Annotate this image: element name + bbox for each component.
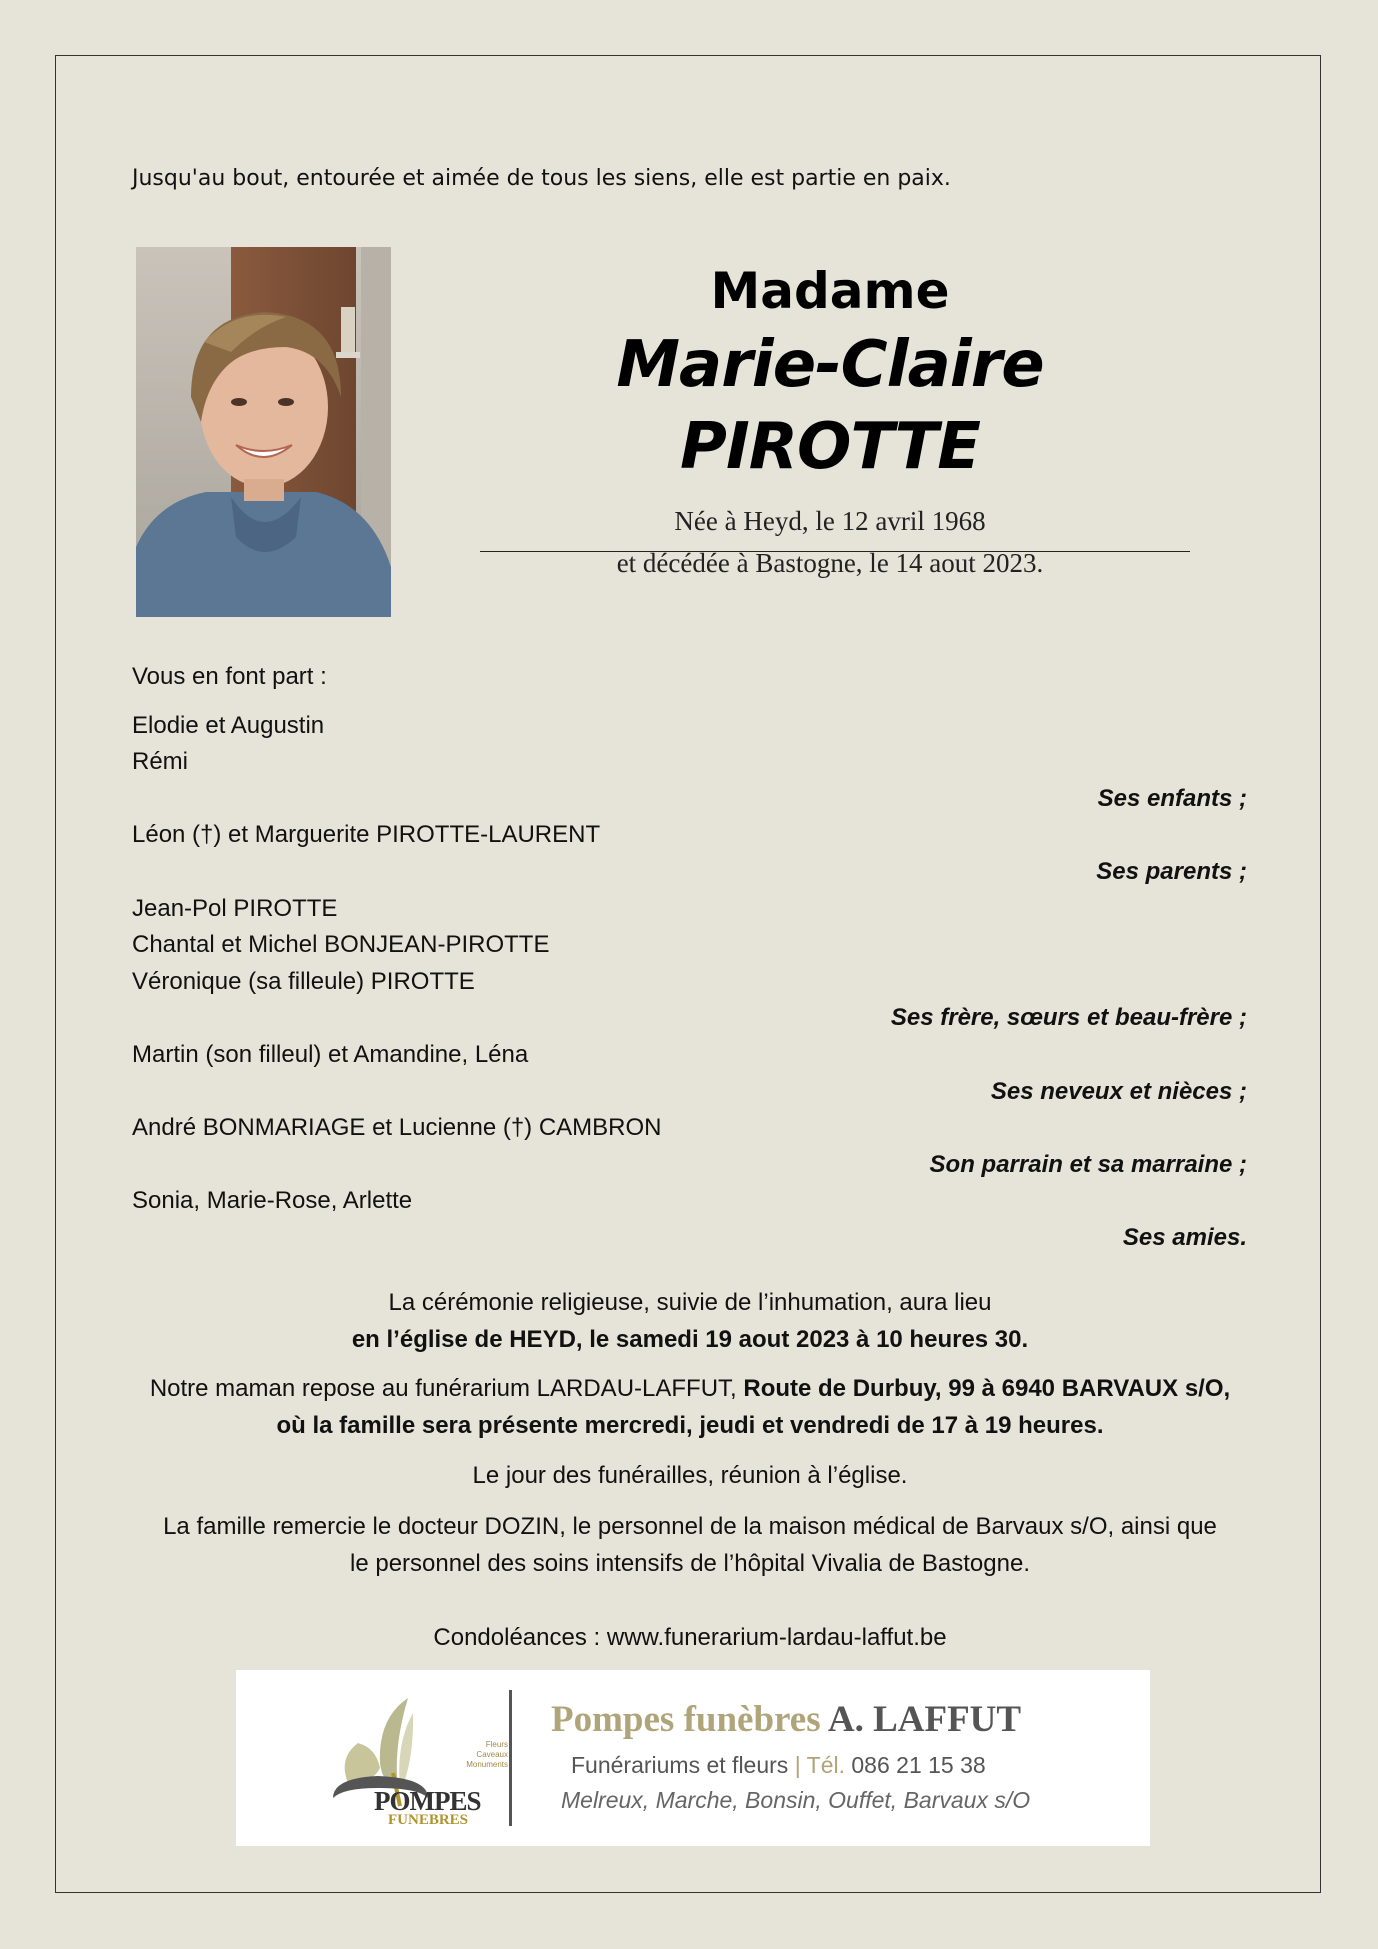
family-name: Sonia, Marie-Rose, Arlette bbox=[132, 1187, 413, 1215]
funeral-home-name: Pompes funèbres A. LAFFUT bbox=[551, 1699, 1022, 1740]
life-dates bbox=[470, 500, 1190, 584]
deceased-header bbox=[470, 258, 1190, 584]
visiting-hours: où la famille sera présente mercredi, jeudi et vendredi de 17 à 19 heures. bbox=[276, 1411, 1104, 1439]
family-intro: Vous en font part : bbox=[132, 663, 327, 690]
funeral-home-banner bbox=[236, 1670, 1150, 1846]
thanks-line: le personnel des soins intensifs de l’hôpital Vivalia de Bastogne. bbox=[350, 1549, 1030, 1577]
ceremony-details: en l’église de HEYD, le samedi 19 aout 2023 à 10 heures 30. bbox=[351, 1325, 1029, 1353]
family-name: Chantal et Michel BONJEAN-PIROTTE bbox=[132, 931, 550, 959]
family-relation: Ses frère, sœurs et beau-frère ; bbox=[890, 1004, 1247, 1032]
family-list bbox=[132, 659, 1247, 1257]
death-line: et décédée à Bastogne, le 14 aout 2023. bbox=[616, 548, 1044, 578]
repose-address: Route de Durbuy, 99 à 6940 BARVAUX s/O, bbox=[743, 1375, 1231, 1402]
funeral-home-services: Funérariums et fleurs | Tél. 086 21 15 38 bbox=[571, 1752, 986, 1778]
funeral-home-logo bbox=[318, 1688, 508, 1830]
family-name: Elodie et Augustin bbox=[132, 711, 325, 739]
condolences-link[interactable]: Condoléances : www.funerarium-lardau-laffut.be bbox=[433, 1624, 947, 1651]
deceased-name: Marie-Claire PIROTTE bbox=[616, 328, 1044, 484]
family-name: Léon (†) et Marguerite PIROTTE-LAURENT bbox=[132, 821, 601, 849]
family-relation: Ses neveux et nièces ; bbox=[990, 1077, 1247, 1105]
repose-line bbox=[120, 1371, 1260, 1408]
family-relation: Ses enfants ; bbox=[1097, 784, 1247, 812]
honorific: Madame bbox=[710, 262, 950, 320]
opening-quote: Jusqu'au bout, entourée et aimée de tous les siens, elle est partie en paix. bbox=[132, 166, 951, 191]
family-name: Martin (son filleul) et Amandine, Léna bbox=[132, 1040, 529, 1068]
logo-word-secondary: FUNEBRES bbox=[388, 1812, 469, 1828]
ceremony-line: La cérémonie religieuse, suivie de l’inhumation, aura lieu bbox=[388, 1289, 992, 1316]
thanks-line: La famille remercie le docteur DOZIN, le personnel de la maison médical de Barvaux s/O, ainsi que bbox=[163, 1513, 1217, 1540]
logo-tags: Fleurs Caveaux Monuments bbox=[466, 1740, 508, 1769]
banner-divider bbox=[509, 1690, 512, 1826]
family-relation: Ses amies. bbox=[1122, 1223, 1247, 1251]
logo-word: POMPES bbox=[374, 1786, 481, 1816]
ceremony-info bbox=[120, 1285, 1260, 1358]
family-name: Véronique (sa filleule) PIROTTE bbox=[132, 967, 475, 995]
family-relation: Ses parents ; bbox=[1096, 857, 1247, 885]
family-name: Rémi bbox=[132, 748, 189, 776]
thanks-info bbox=[120, 1509, 1260, 1582]
phone-number[interactable]: 086 21 15 38 bbox=[851, 1752, 986, 1778]
gathering-info: Le jour des funérailles, réunion à l’église. bbox=[472, 1462, 908, 1489]
header-divider bbox=[480, 551, 1190, 552]
family-relation: Son parrain et sa marraine ; bbox=[929, 1150, 1247, 1178]
portrait-photo bbox=[136, 247, 391, 617]
funeral-home-locations: Melreux, Marche, Bonsin, Ouffet, Barvaux s/O bbox=[561, 1787, 1031, 1813]
repose-lead: Notre maman repose au funérarium LARDAU-LAFFUT, bbox=[149, 1375, 744, 1402]
birth-line: Née à Heyd, le 12 avril 1968 bbox=[674, 506, 986, 536]
family-name: André BONMARIAGE et Lucienne (†) CAMBRON bbox=[132, 1114, 662, 1142]
family-name: Jean-Pol PIROTTE bbox=[132, 894, 338, 922]
repose-info bbox=[120, 1371, 1260, 1444]
